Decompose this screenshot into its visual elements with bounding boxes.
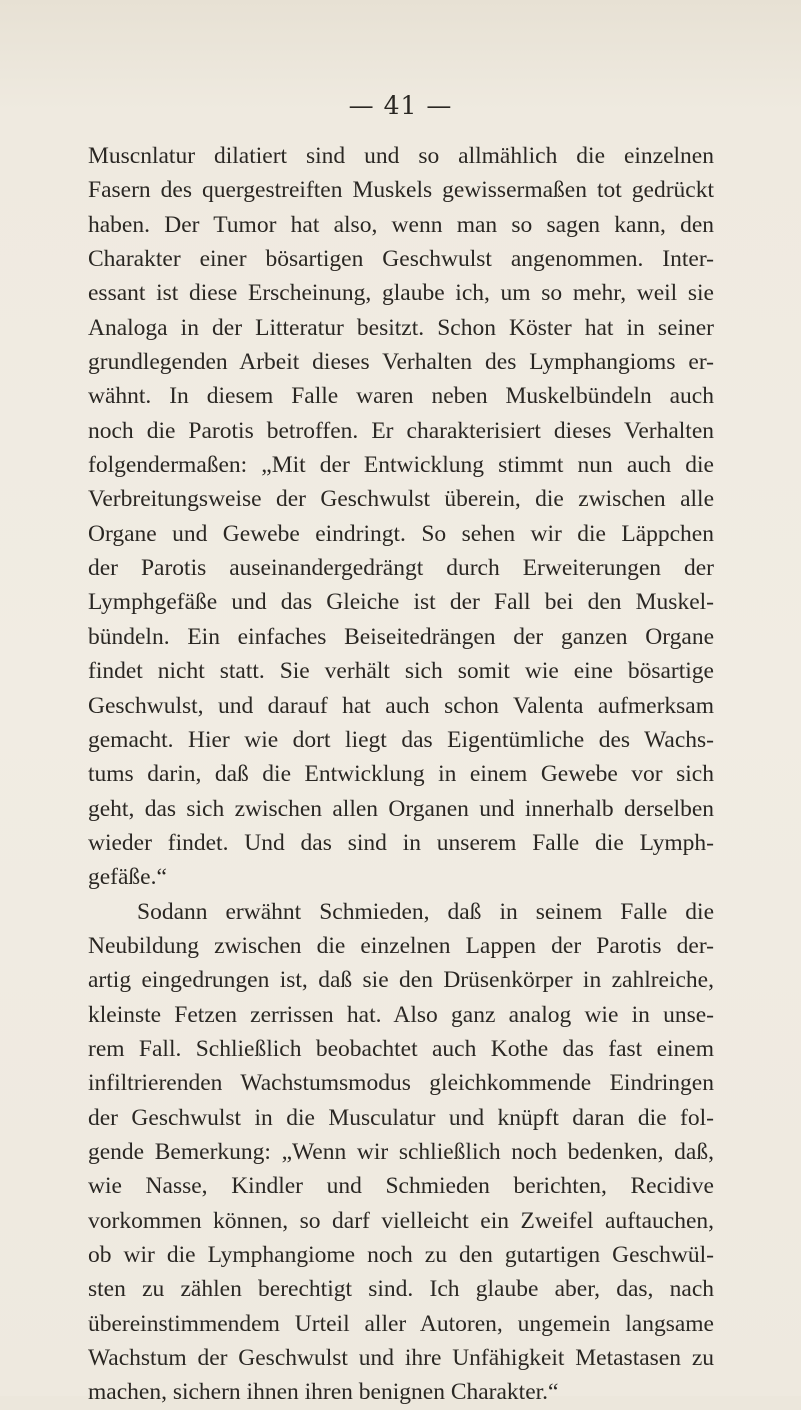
text-line: geht, das sich zwischen allen Organen und innerhalb derselben [88,795,714,822]
text-line: Sodann erwähnt Schmieden, daß in seinem Falle die [137,898,714,925]
text-line: findet nicht statt. Sie verhält sich somit wie eine bösartige [88,658,714,685]
text-line: gemacht. Hier wie dort liegt das Eigentümliche des Wachs- [88,726,714,753]
text-line: kleinste Fetzen zerrissen hat. Also ganz analog wie in unse- [88,1001,714,1028]
text-line: infiltrierenden Wachstumsmodus gleichkommende Eindringen [88,1070,714,1097]
text-line: wie Nasse, Kindler und Schmieden berichten, Recidive [88,1173,714,1200]
text-line: folgendermaßen: „Mit der Entwicklung stimmt nun auch die [88,452,714,479]
paragraph [88,895,714,1410]
text-line: essant ist diese Erscheinung, glaube ich, um so mehr, weil sie [88,280,714,307]
text-line: ob wir die Lymphangiome noch zu den gutartigen Geschwül- [88,1242,714,1268]
text-line: Muscnlatur dilatiert sind und so allmählich die einzelnen [88,143,714,169]
text-line: tums darin, daß die Entwicklung in einem Gewebe vor sich [88,761,714,788]
text-line: sten zu zählen berechtigt sind. Ich glaube aber, das, nach [88,1276,714,1303]
text-line: Organe und Gewebe eindringt. So sehen wir die Läppchen [88,520,714,547]
text-line: gende Bemerkung: „Wenn wir schließlich noch bedenken, daß, [88,1138,714,1165]
text-line: Lymphgefäße und das Gleiche ist der Fall bei den Muskel- [88,589,714,616]
text-line: bündeln. Ein einfaches Beiseitedrängen der ganzen Organe [88,623,714,650]
text-line: artig eingedrungen ist, daß sie den Drüsenkörper in zahlreiche, [88,967,714,994]
body-text [88,139,714,1410]
text-line: Wachstum der Geschwulst und ihre Unfähigkeit Metastasen zu [88,1345,714,1372]
text-line: der Geschwulst in die Musculatur und knüpft daran die fol- [88,1104,714,1131]
text-line: Geschwulst, und darauf hat auch schon Valenta aufmerksam [88,692,714,719]
page-number-header: — 41 — [348,91,453,120]
text-line: Charakter einer bösartigen Geschwulst angenommen. Inter- [88,246,714,273]
text-line: machen, sichern ihnen ihren benignen Charakter.“ [88,1379,559,1406]
text-line: Verbreitungsweise der Geschwulst überein, die zwischen alle [88,486,714,513]
text-line: grundlegenden Arbeit dieses Verhalten des Lymphangioms er- [88,349,714,376]
text-line: der Parotis auseinandergedrängt durch Erweiterungen der [88,555,714,582]
text-line: Analoga in der Litteratur besitzt. Schon Köster hat in seiner [88,314,714,341]
text-line: noch die Parotis betroffen. Er charakterisiert dieses Verhalten [88,417,714,444]
text-line: wähnt. In diesem Falle waren neben Muskelbündeln auch [88,383,714,410]
text-line: gefäße.“ [88,864,167,891]
text-line: haben. Der Tumor hat also, wenn man so sagen kann, den [88,211,714,238]
paragraph [88,139,714,895]
text-line: Neubildung zwischen die einzelnen Lappen der Parotis der- [88,932,714,959]
text-line: vorkommen können, so darf vielleicht ein Zweifel auftauchen, [88,1207,714,1234]
text-line: wieder findet. Und das sind in unserem Falle die Lymph- [88,829,714,856]
text-line: Fasern des quergestreiften Muskels gewissermaßen tot gedrückt [88,177,714,204]
text-line: rem Fall. Schließlich beobachtet auch Kothe das fast einem [88,1035,714,1062]
text-line: übereinstimmendem Urteil aller Autoren, ungemein langsame [88,1310,714,1337]
